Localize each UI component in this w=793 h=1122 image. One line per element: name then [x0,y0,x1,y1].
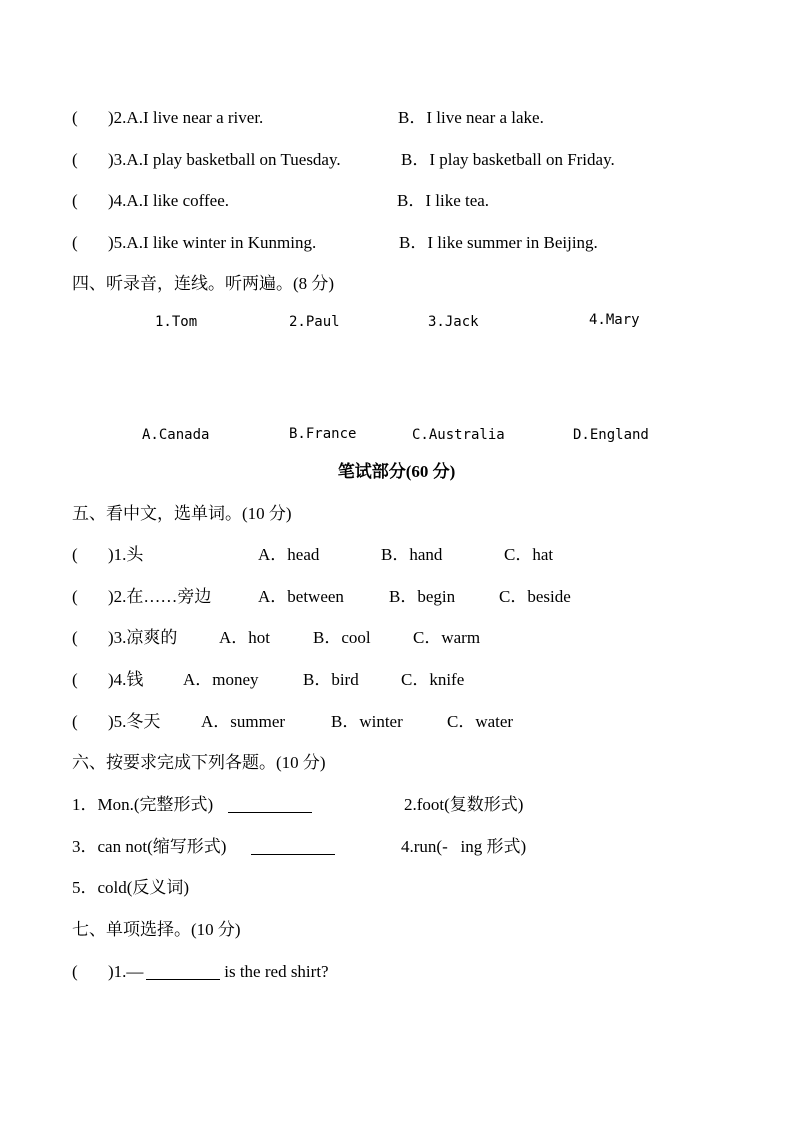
option-b: B．bird [303,670,359,689]
question-3: 3．can not(缩写形式) [72,837,227,856]
answer-paren[interactable]: ( [72,108,78,127]
name-paul[interactable]: 2.Paul [289,314,340,330]
question-4: 4.run(- ing 形式) [401,837,527,856]
section-7-heading: 七、单项选择。(10 分) [72,920,241,939]
answer-paren[interactable]: ( [72,150,78,169]
answer-blank[interactable] [146,979,220,980]
option-b: B．begin [389,587,456,606]
name-jack[interactable]: 3.Jack [428,314,479,330]
question-2: 2.foot(复数形式) [404,795,524,814]
option-b: B．I like tea. [397,191,490,210]
option-b: B．I play basketball on Friday. [401,150,615,169]
option-b: B．I like summer in Beijing. [399,233,598,252]
answer-paren[interactable]: ( [72,628,78,647]
option-a: A．summer [201,712,286,731]
country-australia[interactable]: C.Australia [412,427,505,443]
option-a: )2.A.I live near a river. [108,108,264,127]
country-england[interactable]: D.England [573,427,649,443]
question-1: 1．Mon.(完整形式) [72,795,214,814]
option-c: C．water [447,712,514,731]
answer-blank-1[interactable] [228,812,312,813]
option-c: C．beside [499,587,571,606]
answer-paren[interactable]: ( [72,233,78,252]
question: )1.头 [108,545,144,564]
option-b: B．cool [313,628,371,647]
section-4-heading: 四、听录音，连线。听两遍。(8 分) [72,274,335,293]
option-b: B．winter [331,712,403,731]
answer-paren[interactable]: ( [72,712,78,731]
question: )2.在……旁边 [108,587,212,606]
option-a: A．money [183,670,259,689]
option-a: A．hot [219,628,270,647]
country-canada[interactable]: A.Canada [142,427,210,443]
option-a: )5.A.I like winter in Kunming. [108,233,317,252]
option-b: B．hand [381,545,443,564]
option-a: )3.A.I play basketball on Tuesday. [108,150,341,169]
name-mary[interactable]: 4.Mary [589,312,640,328]
section-5-heading: 五、看中文，选单词。(10 分) [72,504,292,523]
question-suffix: is the red shirt? [220,962,329,981]
section-6-heading: 六、按要求完成下列各题。(10 分) [72,753,326,772]
option-a: A．head [258,545,320,564]
option-c: C．knife [401,670,465,689]
option-b: B．I live near a lake. [398,108,544,127]
name-tom[interactable]: 1.Tom [155,314,198,330]
option-c: C．hat [504,545,554,564]
answer-paren[interactable]: ( [72,670,78,689]
answer-paren[interactable]: ( [72,191,78,210]
option-c: C．warm [413,628,481,647]
question: )3.凉爽的 [108,628,178,647]
question-5: 5．cold(反义词) [72,878,190,897]
answer-blank-3[interactable] [251,854,335,855]
written-part-title: 笔试部分(60 分) [337,462,456,481]
option-a: A．between [258,587,344,606]
country-france[interactable]: B.France [289,426,357,442]
question: )5.冬天 [108,712,161,731]
question-prefix: )1.— [108,962,144,981]
question: )4.钱 [108,670,144,689]
option-a: )4.A.I like coffee. [108,191,229,210]
answer-paren[interactable]: ( [72,545,78,564]
answer-paren[interactable]: ( [72,587,78,606]
answer-paren[interactable]: ( [72,962,78,981]
